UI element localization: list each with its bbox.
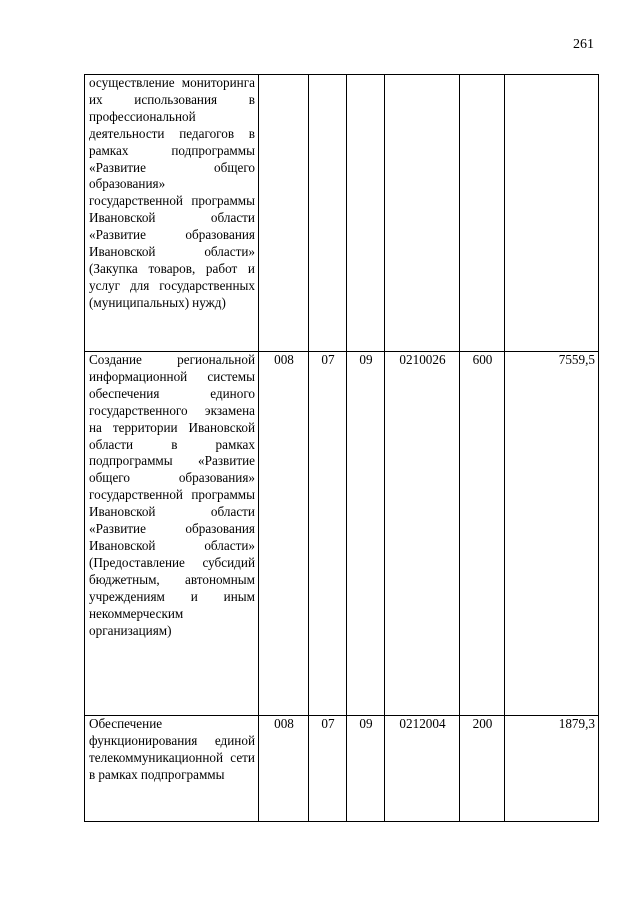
- amount-value: 7559,5: [505, 352, 599, 716]
- table-row: [85, 75, 599, 352]
- section-code: [309, 75, 347, 352]
- budget-table: [84, 74, 599, 822]
- row-description: Обеспечение функционирования единой телекоммуникационной сети в рамках подпрограммы: [85, 716, 259, 822]
- row-description: осуществление мониторинга их использования в профессиональной деятельности педагогов в рамках подпрограммы «Развитие общего образования» государственной программы Ивановской области «Развитие образования Ивановской области» (Закупка товаров, работ и услуг для государственных (муниципальных) нужд): [85, 75, 259, 352]
- target-article-code: 0212004: [385, 716, 460, 822]
- target-article-code: [385, 75, 460, 352]
- ministry-code: 008: [259, 352, 309, 716]
- subsection-code: [347, 75, 385, 352]
- row-description: Создание региональной информационной системы обеспечения единого государственного экзамена на территории Ивановской области в рамках подпрограммы «Развитие общего образования» государственной программы Ивановской области «Развитие образования Ивановской области» (Предоставление субсидий бюджетным, автономным учреждениям и иным некоммерческим организациям): [85, 352, 259, 716]
- section-code: 07: [309, 352, 347, 716]
- amount-value: [505, 75, 599, 352]
- section-code: 07: [309, 716, 347, 822]
- expense-type-code: 200: [460, 716, 505, 822]
- expense-type-code: 600: [460, 352, 505, 716]
- table-row: [85, 352, 599, 716]
- ministry-code: 008: [259, 716, 309, 822]
- target-article-code: 0210026: [385, 352, 460, 716]
- subsection-code: 09: [347, 352, 385, 716]
- subsection-code: 09: [347, 716, 385, 822]
- amount-value: 1879,3: [505, 716, 599, 822]
- ministry-code: [259, 75, 309, 352]
- expense-type-code: [460, 75, 505, 352]
- table-row: [85, 716, 599, 822]
- page-number: 261: [573, 37, 594, 52]
